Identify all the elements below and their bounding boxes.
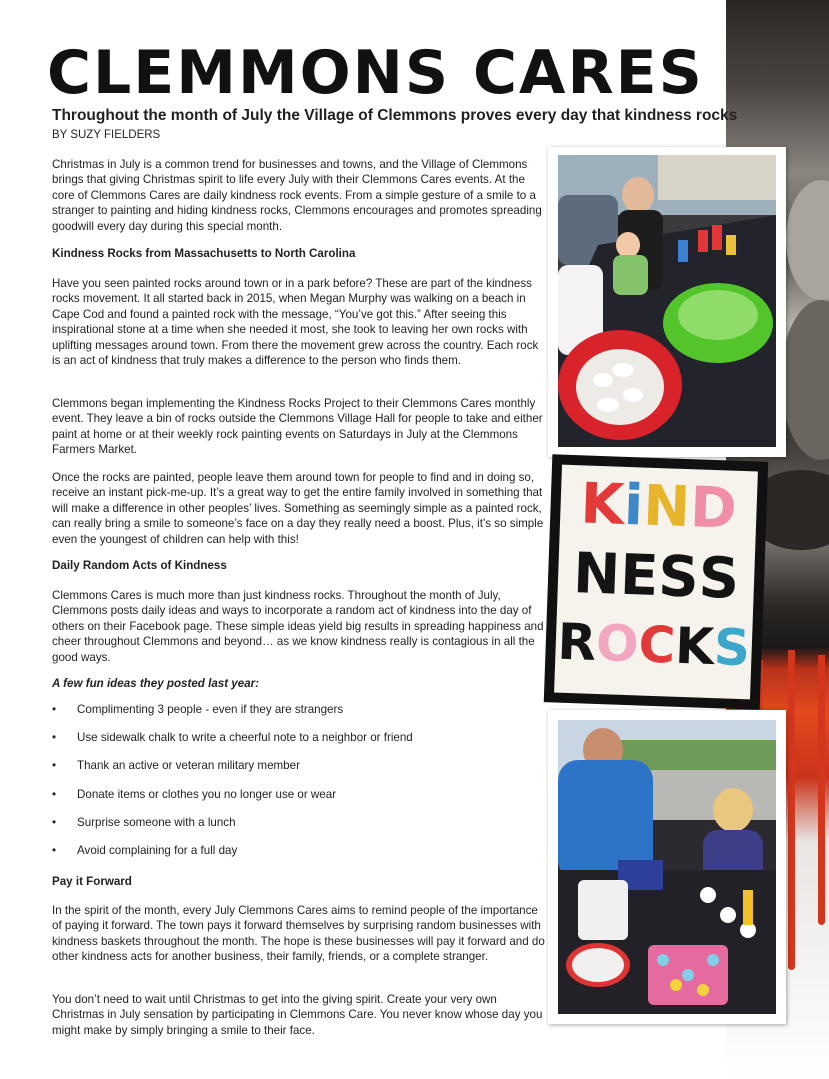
bullet-icon: • <box>52 787 57 801</box>
poster-letter: O <box>595 613 640 674</box>
section-heading: Pay it Forward <box>52 875 132 888</box>
section-heading: Daily Random Acts of Kindness <box>52 559 227 572</box>
poster-letter: R <box>556 612 598 672</box>
poster-letter: K <box>579 471 626 538</box>
bullet-icon: • <box>52 703 57 716</box>
paragraph: You don’t need to wait until Christmas to get into the giving spirit. Create your very own Christmas in July sensation by participating in Clemmons Care. You never know whose day you might make by simply bringing a smile to their face. <box>52 993 543 1037</box>
photo-frame <box>548 710 786 1024</box>
poster-line-1 <box>560 471 758 544</box>
photo-frame <box>548 147 786 457</box>
section-heading: Kindness Rocks from Massachusetts to North Carolina <box>52 247 356 260</box>
list-item: • Complimenting 3 people - even if they are strangers <box>52 703 344 716</box>
poster-letter: C <box>637 615 677 675</box>
kindness-rocks-poster <box>544 454 769 709</box>
bullet-icon: • <box>52 843 57 857</box>
paragraph: Have you seen painted rocks around town or in a park before? These are part of the kindness rocks movement. It all started back in 2015, when Megan Murphy was walking on a beach in Cape Cod and found a painted rock with the message, “You’ve got this.” After seeing this inspirational stone at a time when she needed it most, she took to leaving her own rocks with uplifting messages around town. From there the movement grew across the country. Each rock is an act of kindness that truly makes a difference to the person who finds them. <box>52 277 539 368</box>
rock-painting-photo <box>558 155 776 447</box>
paragraph: Once the rocks are painted, people leave them around town for people to find and in doing so, receive an instant pick-me-up. It’s a great way to get the entire family involved in something that will make a difference in other peoples’ lives. Something as seemingly simple as a painted rock, can really bring a smile to someone’s face on a day they really need a boost. Plus, it’s so simple even the youngest of children can help with this! <box>52 471 544 546</box>
list-item: • Surprise someone with a lunch <box>52 815 236 829</box>
poster-letter: S <box>697 545 741 612</box>
bullet-icon: • <box>52 815 57 829</box>
list-item: • Avoid complaining for a full day <box>52 843 238 857</box>
kids-painting-rocks-image <box>558 155 776 447</box>
paragraph: Clemmons began implementing the Kindness Rocks Project to their Clemmons Cares monthly event. They leave a bin of rocks outside the Clemmons Village Hall for people to take and either paint at home or at their weekly rock painting events on Saturdays in July at the Clemmons Farmers Market. <box>52 397 543 457</box>
list-item: • Donate items or clothes you no longer use or wear <box>52 787 337 801</box>
paragraph: Clemmons Cares is much more than just kindness rocks. Throughout the month of July, Clemmons posts daily ideas and ways to incorporate a random act of kindness into the day of others on their Facebook page. These simple ideas yield big results in spreading happiness and cheer throughout Clemmons and beyond… as we know kindness really is contagious in all the good ways. <box>52 589 544 664</box>
red-paint-drip <box>818 655 825 925</box>
bullet-icon: • <box>52 731 57 745</box>
poster-letter: S <box>657 544 700 611</box>
poster-line-3 <box>555 611 753 680</box>
article-subtitle: Throughout the month of July the Village of Clemmons proves every day that kindness rocks <box>52 107 738 124</box>
bullet-icon: • <box>52 759 57 773</box>
red-paint-drip <box>788 650 795 970</box>
gray-rock <box>786 180 829 300</box>
ideas-list <box>52 703 413 872</box>
paragraph: In the spirit of the month, every July Clemmons Cares aims to remind people of the importance of paying it forward. The town pays it forward themselves by surprising random businesses with kindness baskets throughout the month. The hope is these businesses will pay it forward and do other kindness acts for another business, their family, friends, or a complete stranger. <box>52 904 545 964</box>
poster-letter: i <box>622 472 645 539</box>
gray-rock <box>781 300 829 460</box>
adults-painting-photo <box>558 720 776 1014</box>
poster-letter: E <box>619 542 660 610</box>
poster-letter: S <box>712 618 752 678</box>
adults-painting-rocks-image <box>558 720 776 1014</box>
paragraph: Christmas in July is a common trend for businesses and towns, and the Village of Clemmons brings that giving Christmas spirit to life every July with their Clemmons Cares events. At the core of Clemmons Cares are daily kindness rock events. From a simple gesture of a smile to a stranger to painting and hiding kindness rocks, Clemmons encourages and promotes spreading goodwill every day during this special month. <box>52 158 542 233</box>
poster-line-2 <box>557 541 755 614</box>
poster-letter: D <box>688 475 738 542</box>
poster-letter: K <box>674 616 716 677</box>
poster-letter: N <box>572 541 622 608</box>
article-title: CLEMMONS CARES <box>47 38 704 108</box>
poster-canvas <box>554 465 758 700</box>
section-heading: A few fun ideas they posted last year: <box>52 677 260 690</box>
poster-letter: N <box>642 473 692 541</box>
list-item: • Thank an active or veteran military member <box>52 759 300 773</box>
article-byline: BY SUZY FIELDERS <box>52 129 161 141</box>
list-item: • Use sidewalk chalk to write a cheerful note to a neighbor or friend <box>52 731 413 745</box>
